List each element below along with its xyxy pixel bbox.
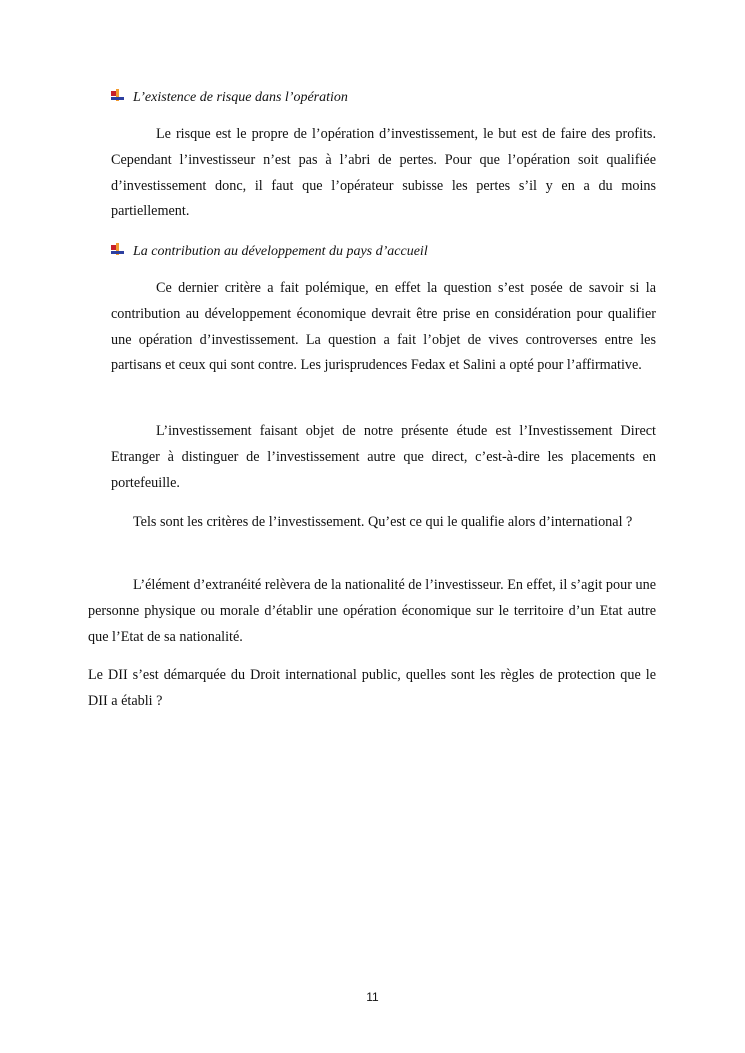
bullet-icon [111,89,125,103]
risk-paragraph: Le risque est le propre de l’opération d’investissement, le but est de faire des profits. Cependant l’investisseur n’est pas à l’abri de pertes. Pour que l’opération soit qualifiée d’investissement donc, il faut que l’opérateur subisse les pertes s’il y en a du moins partiellement. [111,126,656,220]
contribution-heading-text: La contribution au développement du pays d’accueil [133,244,428,259]
risk-heading-text: L’existence de risque dans l’opération [133,90,348,105]
contribution-heading [111,243,428,261]
bullet-icon [111,243,125,257]
ide-paragraph: L’investissement faisant objet de notre présente étude est l’Investissement Direct Etranger à distinguer de l’investissement autre que direct, c’est-à-dire les placements en portefeuille. [111,423,656,491]
criteria-paragraph: Tels sont les critères de l’investissement. Qu’est ce qui le qualifie alors d’international ? [133,514,633,530]
contribution-paragraph: Ce dernier critère a fait polémique, en effet la question s’est posée de savoir si la contribution au développement économique devrait être prise en considération pour qualifier une opération d’investissement. La question a fait l’objet de vives controverses entre les partisans et ceux qui sont contre. Les jurisprudences Fedax et Salini a opté pour l’affirmative. [111,280,656,374]
risk-heading [111,89,348,107]
page-number: 11 [366,990,379,1004]
extraneite-paragraph: L’élément d’extranéité relèvera de la nationalité de l’investisseur. En effet, il s’agit pour une personne physique ou morale d’établir une opération économique sur le territoire d’un Etat autre que l’Etat de sa nationalité. [88,577,656,645]
dii-question-paragraph: Le DII s’est démarquée du Droit international public, quelles sont les règles de protection que le DII a établi ? [88,667,656,709]
